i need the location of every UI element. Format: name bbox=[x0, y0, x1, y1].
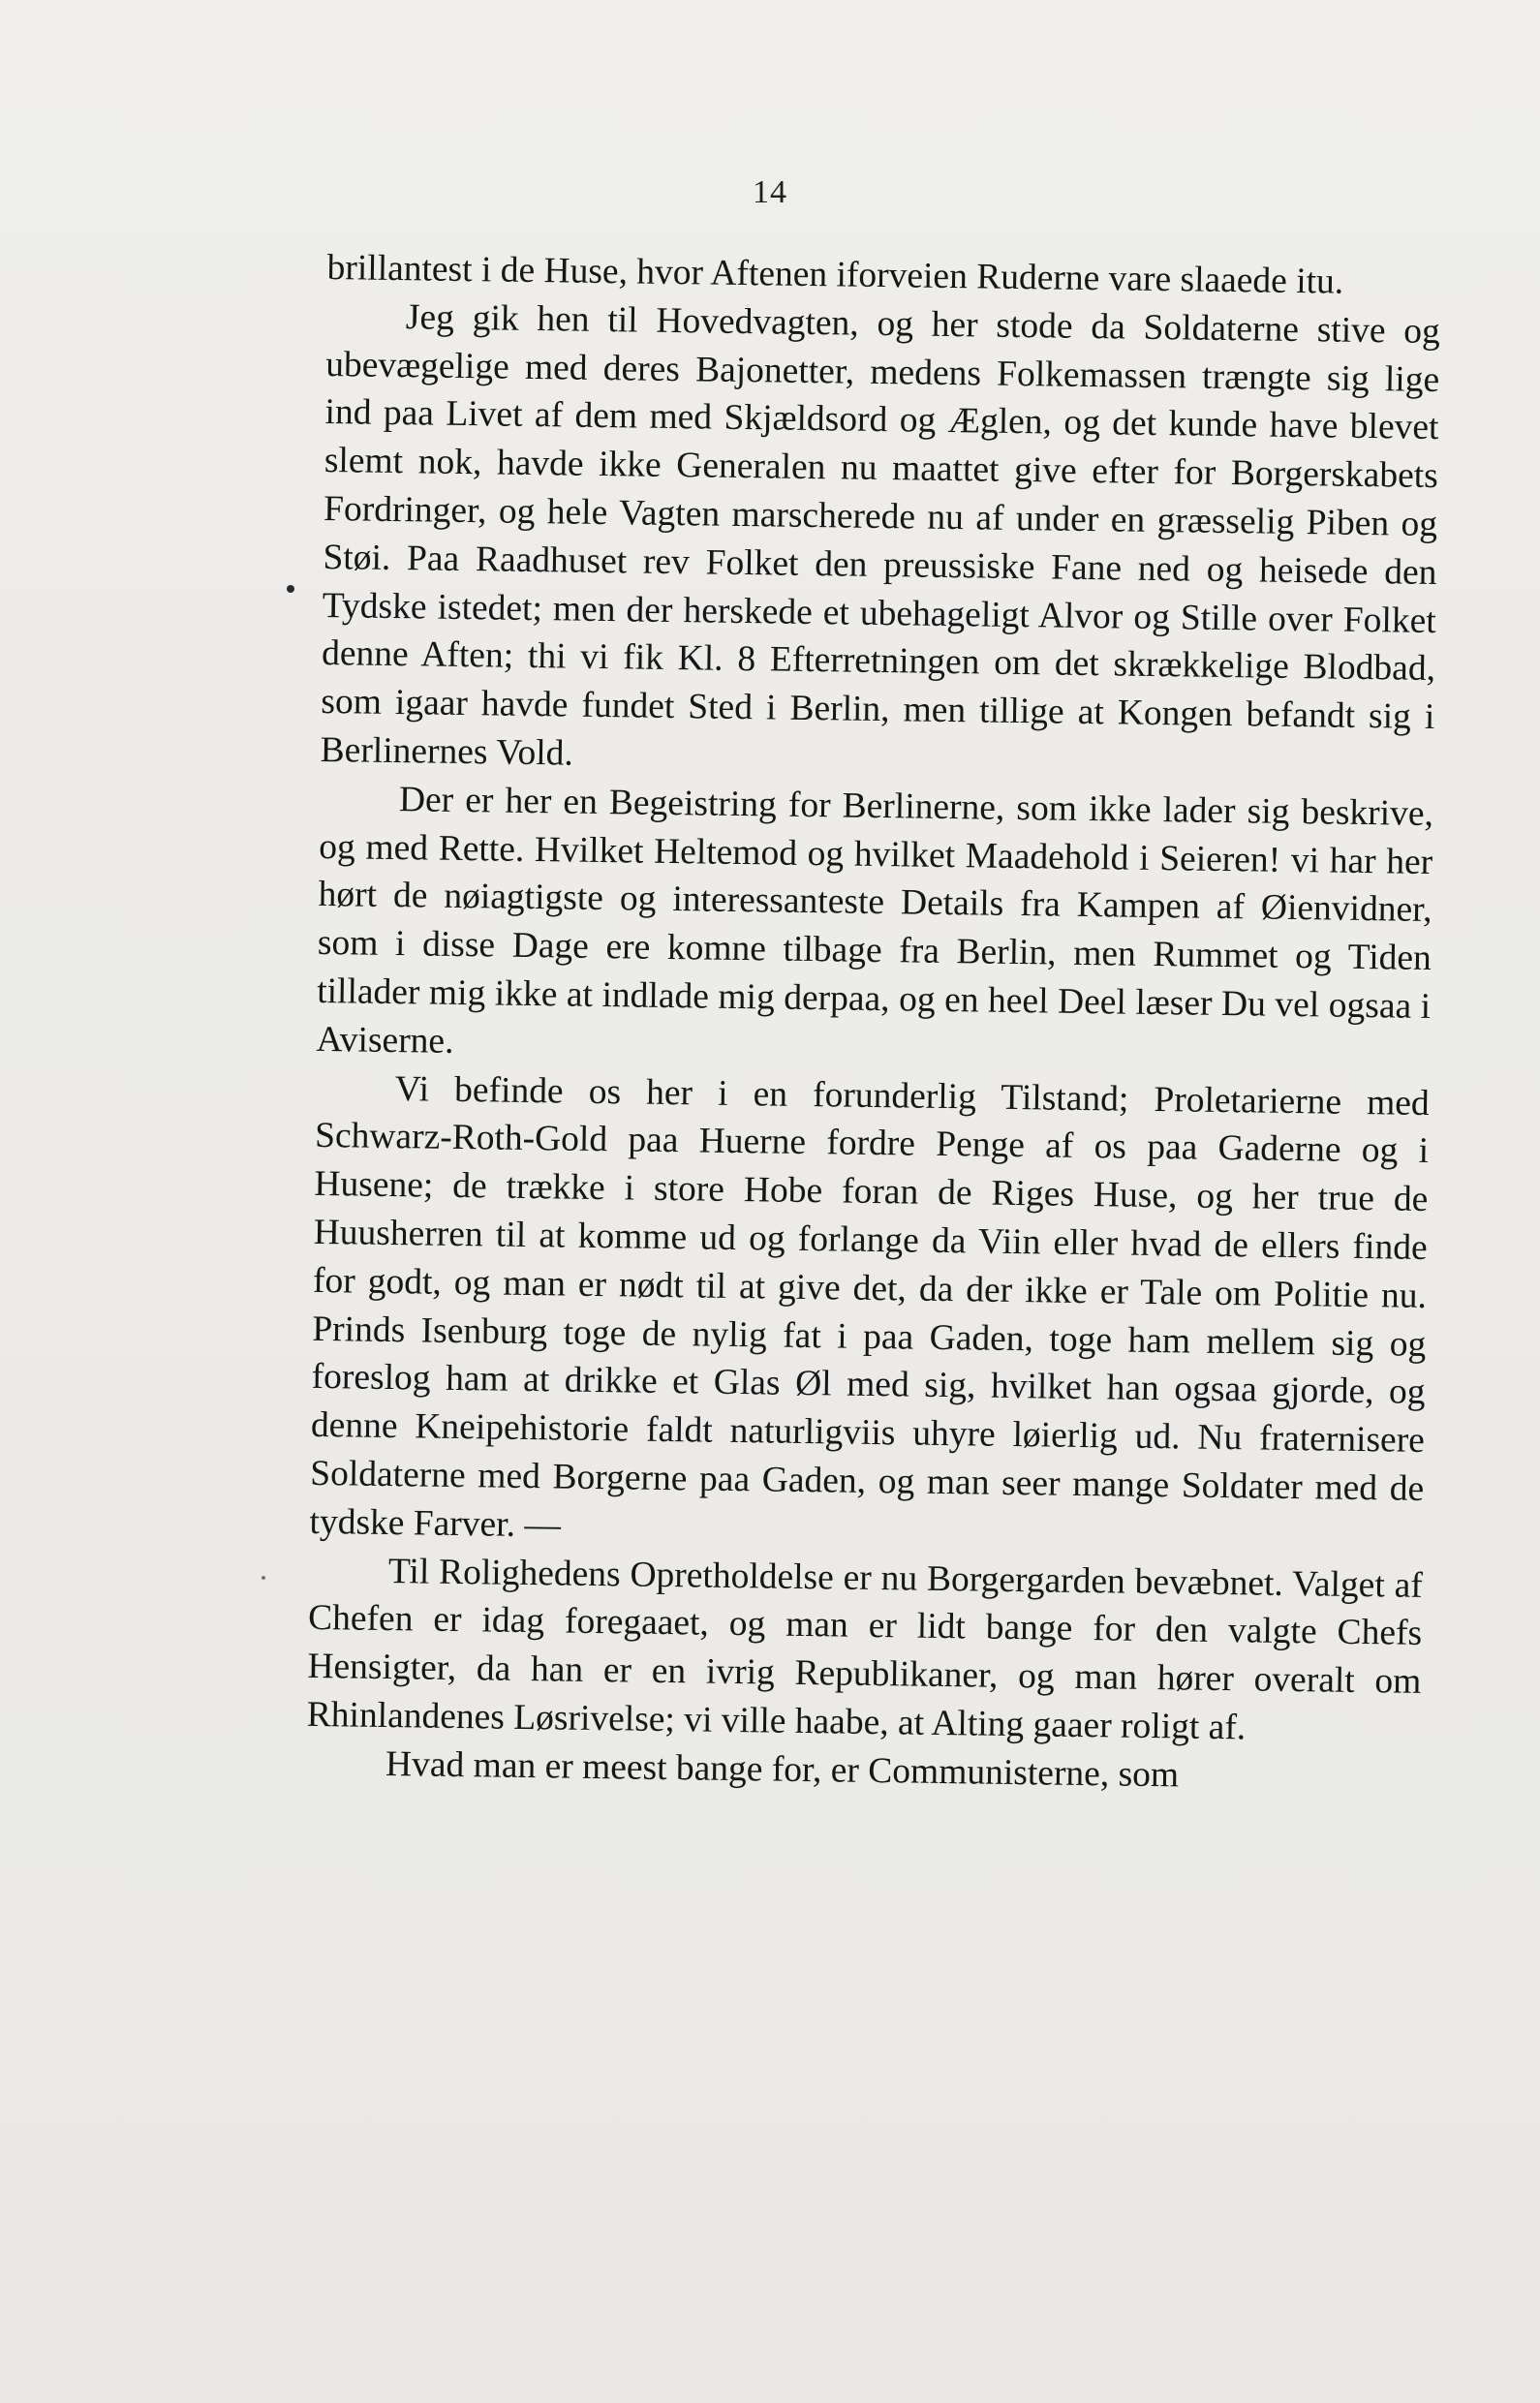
ink-speck bbox=[262, 1576, 265, 1580]
body-text bbox=[306, 244, 1441, 1802]
paragraph: brillantest i de Huse, hvor Aftenen iforveien Ruderne vare slaaede itu. bbox=[326, 247, 1344, 302]
page-number: 14 bbox=[753, 174, 787, 210]
paragraph: Til Rolighedens Opretholdelse er nu Borgergarden bevæbnet. Valget af Chefen er idag foregaaet, og man er lidt bange for den valgte Chefs Hensigter, da han er en ivrig Republikaner, og man hører overalt om Rhinlandenes Løsrivelse; vi ville haabe, at Alting gaaer roligt af. bbox=[306, 1551, 1424, 1748]
paragraph: Jeg gik hen til Hovedvagten, og her stode da Soldaterne stive og ubevægelige med deres Bajonetter, medens Folkemassen trængte sig lige ind paa Livet af dem med Skjældsord og Æglen, og det kunde have blevet slemt nok, havde ikke Generalen nu maattet give efter for Borgerskabets Fordringer, og hele Vagten marscherede nu af under en græsselig Piben og Støi. Paa Raadhuset rev Folket den preussiske Fane ned og heisede den Tydske istedet; men der herskede et ubehageligt Alvor og Stille over Folket denne Aften; thi vi fik Kl. 8 Efterretningen om det skrækkelige Blodbad, som igaar havde fundet Sted i Berlin, men tillige at Kongen befandt sig i Berlinernes Vold. bbox=[320, 296, 1441, 774]
paragraph: Hvad man er meest bange for, er Communisterne, som bbox=[385, 1743, 1180, 1796]
paragraph: Der er her en Begeistring for Berlinerne, som ikke lader sig beskrive, og med Rette. Hvilket Heltemod og hvilket Maadehold i Seieren! vi har her hørt de nøiagtigste og interessanteste Details fra Kampen af Øienvidner, som i disse Dage ere komne tilbage fra Berlin, men Rummet og Tiden tillader mig ikke at indlade mig derpaa, og en heel Deel læser Du vel ogsaa i Aviserne. bbox=[316, 779, 1434, 1062]
paragraph: Vi befinde os her i en forunderlig Tilstand; Proletarierne med Schwarz-Roth-Gold paa Huerne fordre Penge af os paa Gaderne og i Husene; de trække i store Hobe foran de Riges Huse, og her true de Huusherren til at komme ud og forlange da Viin eller hvad de ellers finde for godt, og man er nødt til at give det, da der ikke er Tale om Politie nu. Prinds Isenburg toge de nylig fat i paa Gaden, toge ham mellem sig og foreslog ham at drikke et Glas Øl med sig, hvilket han ogsaa gjorde, og denne Kneipehistorie faldt naturligviis uhyre løierlig ud. Nu fraternisere Soldaterne med Borgerne paa Gaden, og man seer mange Soldater med de tydske Farver. — bbox=[309, 1068, 1431, 1546]
ink-speck bbox=[287, 585, 294, 593]
